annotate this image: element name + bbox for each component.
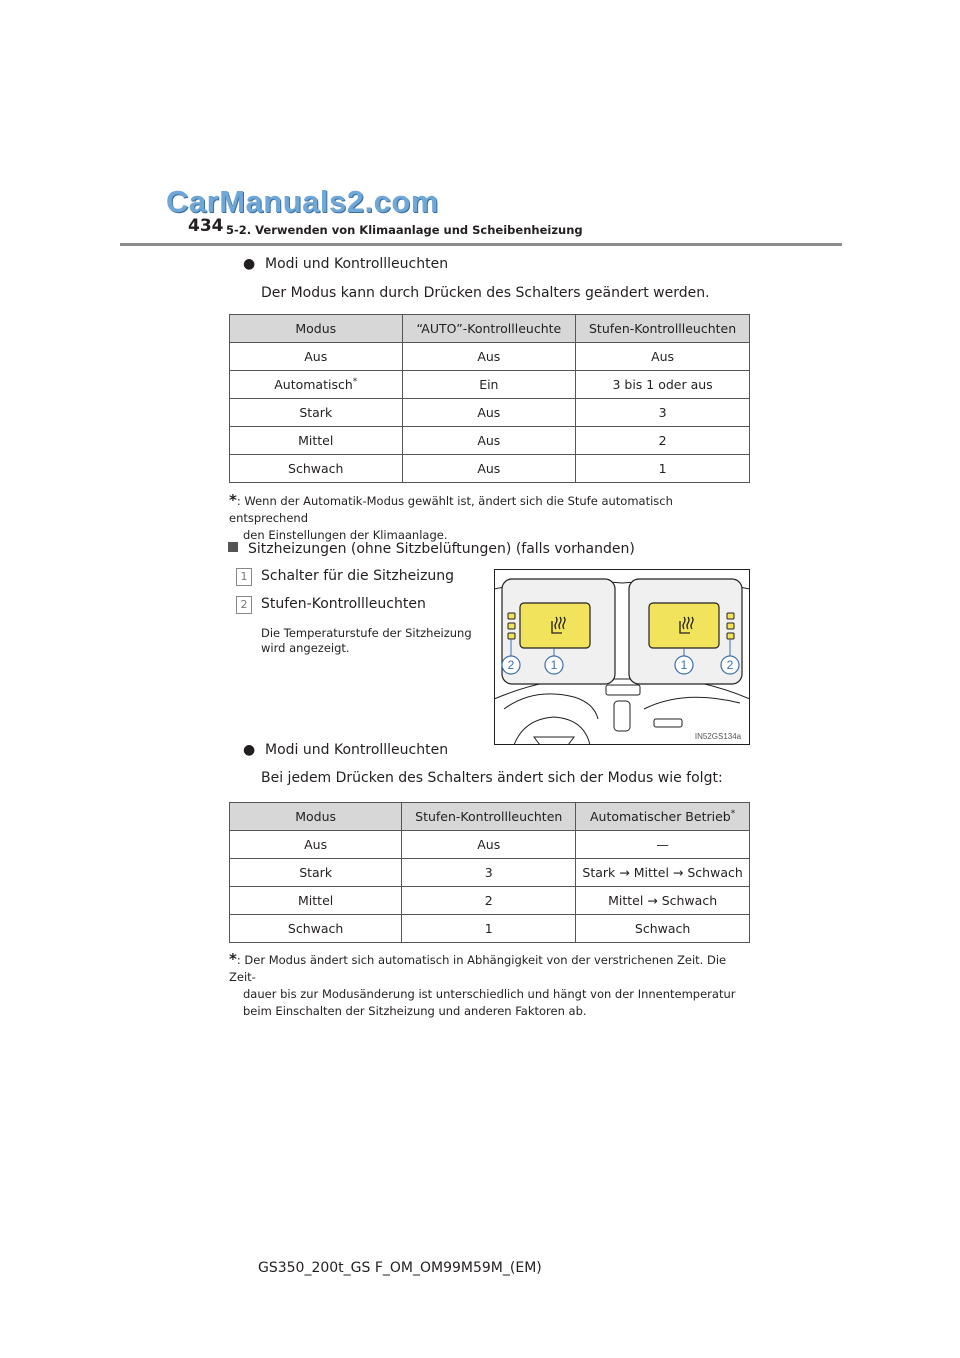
table-cell: 3 (576, 399, 750, 427)
table-cell: 2 (576, 427, 750, 455)
table-cell: Aus (576, 343, 750, 371)
table-cell: Aus (402, 831, 576, 859)
table-cell: Aus (402, 343, 576, 371)
table-cell: 1 (402, 915, 576, 943)
table-cell: — (576, 831, 750, 859)
footnote-1 (229, 492, 749, 544)
intro-paragraph-2: Bei jedem Drücken des Schalters ändert sich der Modus wie folgt: (261, 770, 723, 786)
callout-number-1: 1 (236, 568, 252, 586)
illustration-svg (494, 569, 750, 745)
right-seat-heater-button (649, 603, 719, 648)
bullet-heading-modes-2 (243, 742, 448, 758)
table-cell: Stark (230, 859, 402, 887)
watermark-logo: CarManuals2.com (166, 184, 439, 219)
item-label-seat-heater-switch: Schalter für die Sitzheizung (261, 568, 455, 584)
table-cell: Aus (402, 455, 576, 483)
modes-table-2 (229, 802, 750, 943)
figure-note (261, 626, 472, 656)
table-row (230, 915, 750, 943)
section-title: 5-2. Verwenden von Klimaanlage und Scheibenheizung (226, 223, 583, 237)
table-cell: Mittel (230, 427, 403, 455)
footnote-colon: : (236, 494, 241, 508)
table-cell: Mittel → Schwach (576, 887, 750, 915)
table-cell: Schwach (230, 455, 403, 483)
table-cell: 2 (402, 887, 576, 915)
table-cell: Schwach (576, 915, 750, 943)
table-row (230, 455, 750, 483)
table-cell: Aus (402, 427, 576, 455)
table-cell: Stark (230, 399, 403, 427)
section-heading-seat-heating (228, 541, 635, 557)
table-header-cell: Modus (230, 803, 402, 831)
table-header-cell (576, 803, 750, 831)
footnote-marker: * (352, 377, 358, 387)
table-cell: Schwach (230, 915, 402, 943)
modes-table-1 (229, 314, 750, 483)
table-cell: 3 bis 1 oder aus (576, 371, 750, 399)
bullet-text: Modi und Kontrollleuchten (265, 742, 449, 758)
table-cell: Aus (230, 343, 403, 371)
footnote-text: den Einstellungen der Klimaanlage. (243, 528, 448, 542)
callout-label: 2 (726, 658, 734, 672)
table-row (230, 427, 750, 455)
footnote-text: Der Modus ändert sich automatisch in Abhängigkeit von der verstrichenen Zeit. Die Zeit- (229, 953, 727, 984)
table-header-cell: Stufen-Kontrollleuchten (576, 315, 750, 343)
table-row (230, 859, 750, 887)
figure-code: IN52GS134a (694, 732, 742, 741)
table-cell: Ein (402, 371, 576, 399)
footnote-text: dauer bis zur Modusänderung ist unterschiedlich und hängt von der Innentemperatur (243, 987, 736, 1001)
left-level-indicators (508, 613, 515, 639)
bullet-dot-icon: ● (243, 742, 256, 758)
footnote-star: * (229, 950, 237, 968)
footnote-text: Wenn der Automatik-Modus gewählt ist, ändert sich die Stufe automatisch entsprechend (229, 494, 673, 525)
table-header-row (230, 315, 750, 343)
table-row (230, 399, 750, 427)
page-number: 434 (188, 216, 224, 236)
table-cell: 1 (576, 455, 750, 483)
square-bullet-icon (228, 542, 238, 552)
table-cell: 3 (402, 859, 576, 887)
bullet-dot-icon: ● (243, 256, 256, 272)
callout-label: 1 (680, 658, 688, 672)
table-cell: Mittel (230, 887, 402, 915)
heading-text: Sitzheizungen (ohne Sitzbelüftungen) (falls vorhanden) (248, 541, 635, 557)
callout-label: 2 (507, 658, 515, 672)
footnote-text: beim Einschalten der Sitzheizung und anderen Faktoren ab. (243, 1004, 587, 1018)
bullet-heading-modes-1 (243, 256, 448, 272)
document-code-footer: GS350_200t_GS F_OM_OM99M59M_(EM) (258, 1260, 542, 1276)
right-level-indicators (727, 613, 734, 639)
header-divider (120, 243, 842, 246)
table-row (230, 343, 750, 371)
footnote-2 (229, 951, 749, 1020)
callout-number-2: 2 (236, 596, 252, 614)
note-text: wird angezeigt. (261, 641, 350, 655)
item-label-level-indicators: Stufen-Kontrollleuchten (261, 596, 426, 612)
callout-label: 1 (550, 658, 558, 672)
table-cell: Aus (230, 831, 402, 859)
bullet-text: Modi und Kontrollleuchten (265, 256, 449, 272)
table-header-cell: Modus (230, 315, 403, 343)
table-cell (230, 371, 403, 399)
intro-paragraph-1: Der Modus kann durch Drücken des Schalters geändert werden. (261, 285, 710, 301)
table-cell: Aus (402, 399, 576, 427)
table-header-row (230, 803, 750, 831)
header-text: Automatischer Betrieb (589, 809, 731, 824)
seat-heater-illustration (494, 569, 750, 745)
footnote-marker: * (730, 809, 736, 819)
table-row (230, 831, 750, 859)
note-text: Die Temperaturstufe der Sitzheizung (261, 626, 472, 640)
table-row (230, 371, 750, 399)
footnote-colon: : (236, 953, 241, 967)
cell-text: Automatisch (274, 377, 353, 392)
footnote-star: * (229, 491, 237, 509)
table-header-cell: Stufen-Kontrollleuchten (402, 803, 576, 831)
table-cell: Stark → Mittel → Schwach (576, 859, 750, 887)
table-header-cell: “AUTO”-Kontrollleuchte (402, 315, 576, 343)
table-row (230, 887, 750, 915)
